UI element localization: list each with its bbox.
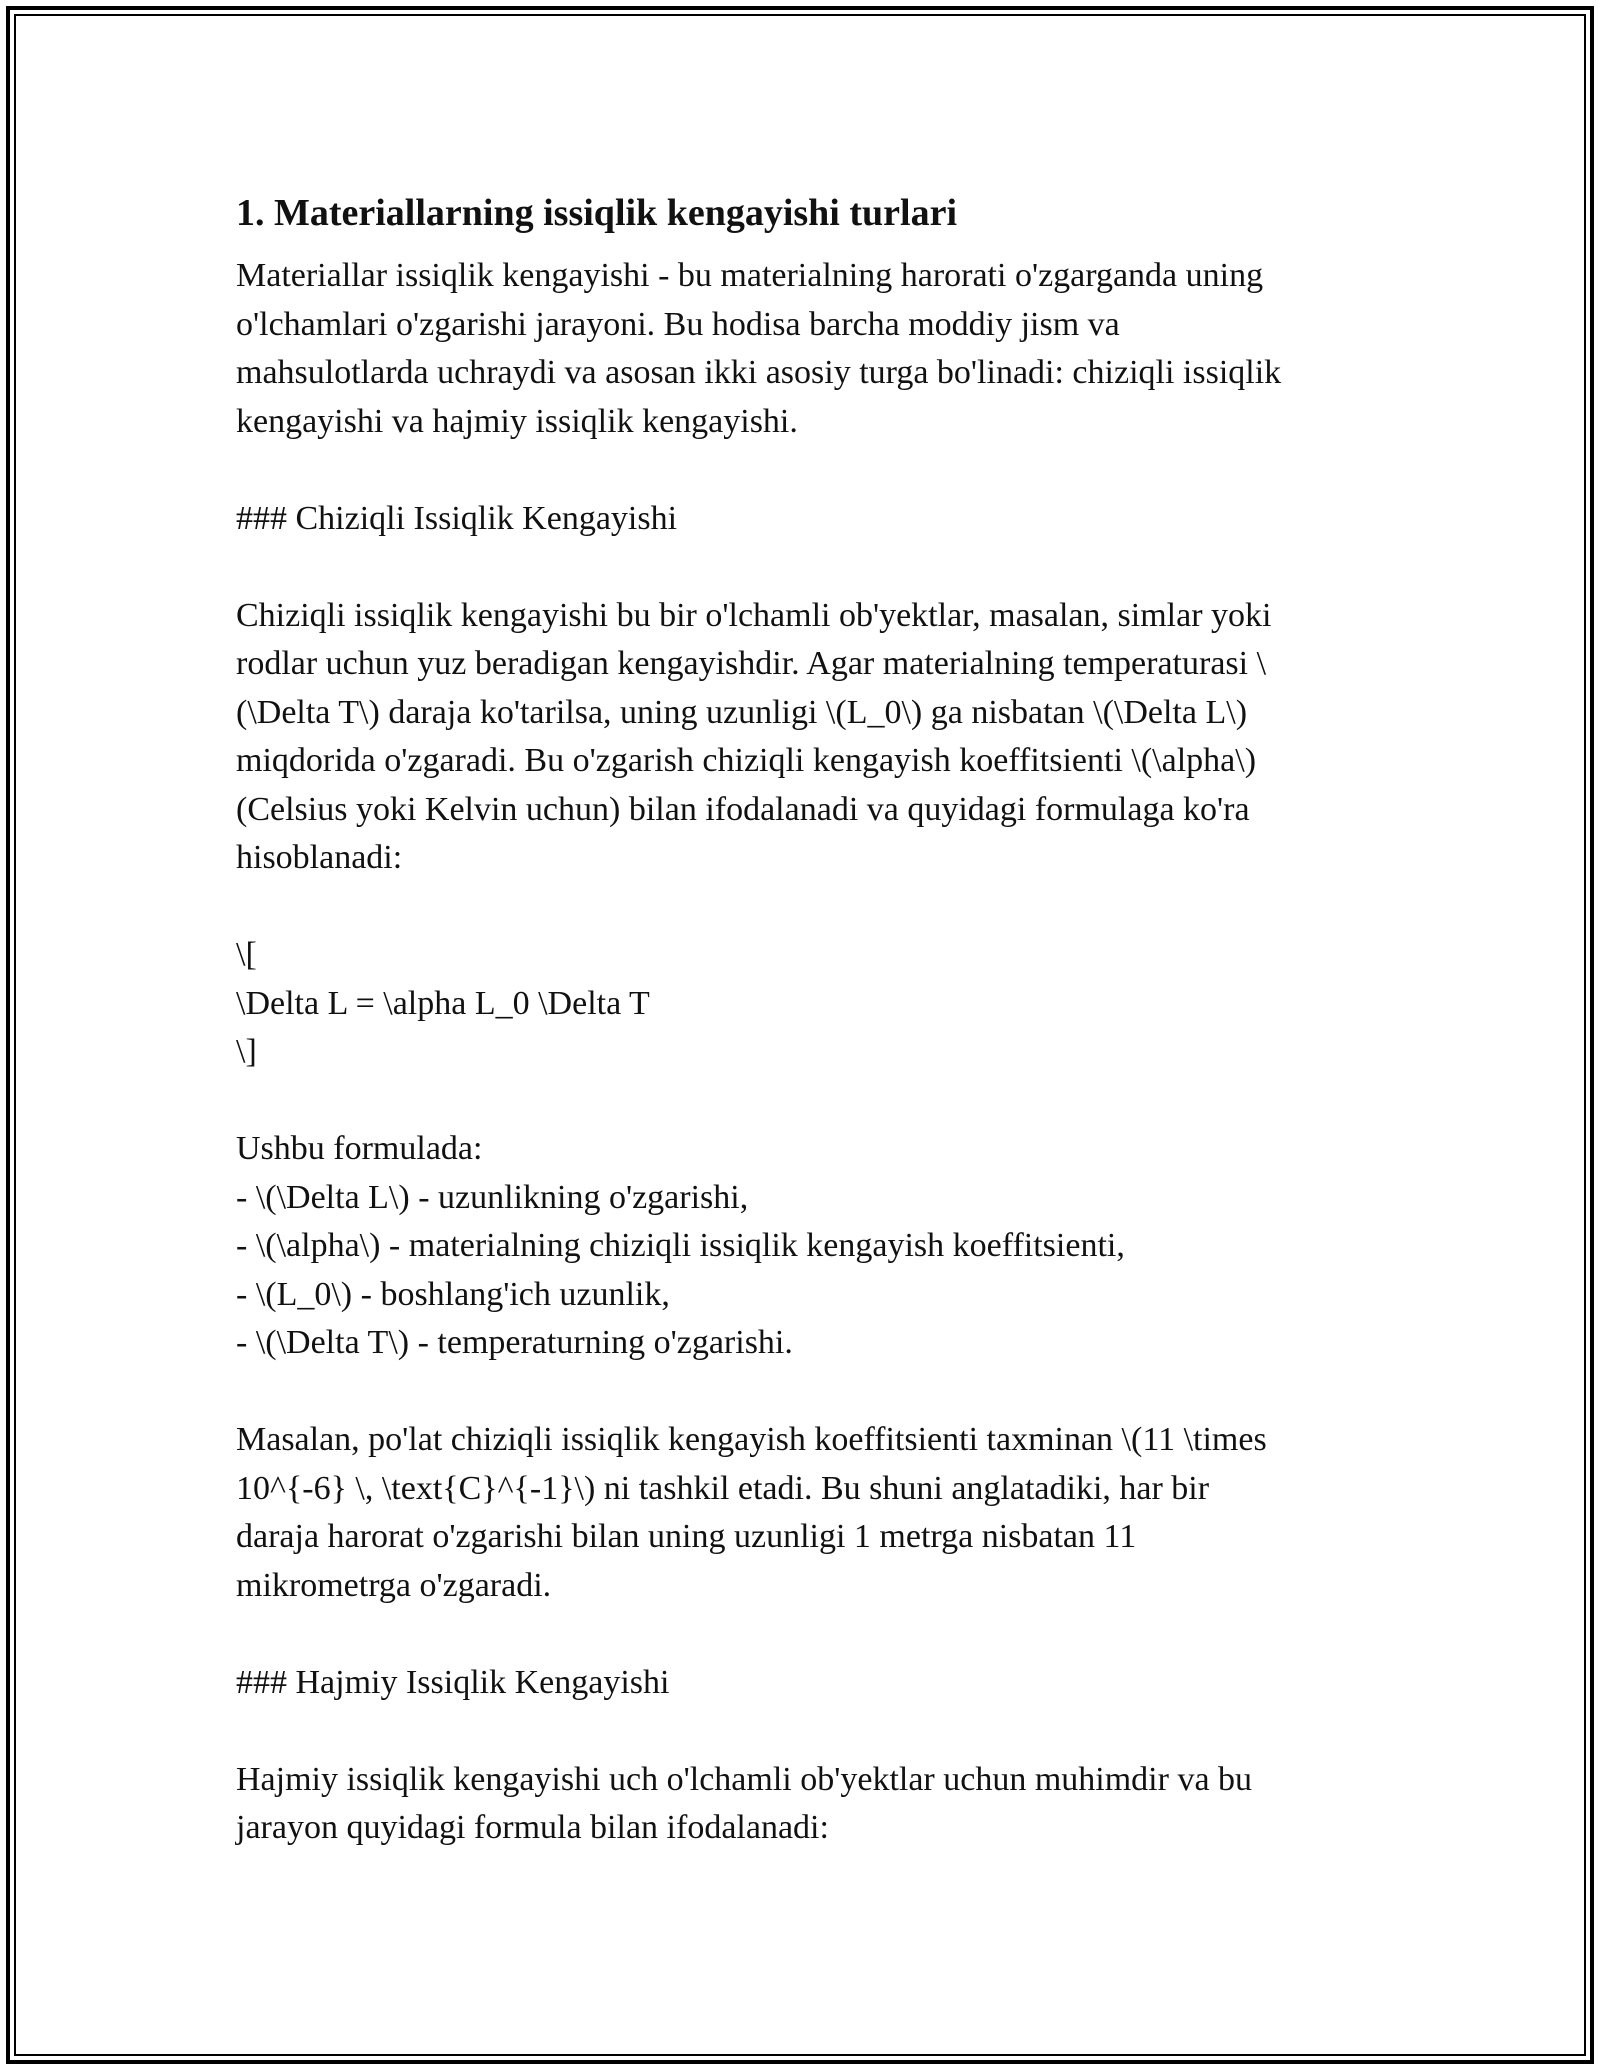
linear-line: rodlar uchun yuz beradigan kengayishdir. Agar materialning temperaturasi \ <box>236 645 1267 682</box>
section-heading-volume: ### Hajmiy Issiqlik Kengayishi <box>236 1663 670 1701</box>
linear-line: hisoblanadi: <box>236 839 403 876</box>
intro-line: mahsulotlarda uchraydi va asosan ikki asosiy turga bo'linadi: chiziqli issiqlik <box>236 354 1282 391</box>
formula-line: \Delta L = \alpha L_0 \Delta T <box>236 984 650 1022</box>
section-heading-linear: ### Chiziqli Issiqlik Kengayishi <box>236 499 678 537</box>
volume-line: Hajmiy issiqlik kengayishi uch o'lchamli ob'yektlar uchun muhimdir va bu <box>236 1760 1253 1798</box>
intro-paragraph <box>236 252 1366 446</box>
linear-line: miqdorida o'zgaradi. Bu o'zgarish chiziqli kengayish koeffitsienti \(\alpha\) <box>236 742 1257 779</box>
formula-line: \] <box>236 1033 257 1070</box>
example-line: mikrometrga o'zgaradi. <box>236 1566 552 1604</box>
document-title: 1. Materiallarning issiqlik kengayishi turlari <box>236 192 957 234</box>
intro-line: kengayishi va hajmiy issiqlik kengayishi. <box>236 402 798 440</box>
linear-paragraph <box>236 592 1366 883</box>
legend-line: - \(L_0\) - boshlang'ich uzunlik, <box>236 1275 670 1313</box>
formula-block <box>236 931 1366 1077</box>
volume-paragraph <box>236 1756 1366 1853</box>
example-line: Masalan, po'lat chiziqli issiqlik kengayish koeffitsienti taxminan \(11 \times <box>236 1421 1267 1458</box>
legend-line: - \(\alpha\) - materialning chiziqli issiqlik kengayish koeffitsienti, <box>236 1227 1125 1264</box>
legend-line: - \(\Delta L\) - uzunlikning o'zgarishi, <box>236 1178 749 1216</box>
volume-line: jarayon quyidagi formula bilan ifodalanadi: <box>236 1809 829 1846</box>
linear-line: (Celsius yoki Kelvin uchun) bilan ifodalanadi va quyidagi formulaga ko'ra <box>236 790 1250 828</box>
intro-line: o'lchamlari o'zgarishi jarayoni. Bu hodisa barcha moddiy jism va <box>236 305 1120 343</box>
linear-line: (\Delta T\) daraja ko'tarilsa, uning uzunligi \(L_0\) ga nisbatan \(\Delta L\) <box>236 693 1248 731</box>
formula-line: \[ <box>236 936 257 973</box>
document-body <box>236 184 1366 1853</box>
legend-line: - \(\Delta T\) - temperaturning o'zgarishi. <box>236 1324 793 1361</box>
example-line: daraja harorat o'zgarishi bilan uning uzunligi 1 metrga nisbatan 11 <box>236 1518 1137 1555</box>
linear-line: Chiziqli issiqlik kengayishi bu bir o'lchamli ob'yektlar, masalan, simlar yoki <box>236 596 1272 634</box>
legend-line: Ushbu formulada: <box>236 1130 483 1167</box>
example-line: 10^{-6} \, \text{C}^{-1}\) ni tashkil etadi. Bu shuni anglatadiki, har bir <box>236 1469 1210 1507</box>
intro-line: Materiallar issiqlik kengayishi - bu materialning harorati o'zgarganda uning <box>236 257 1264 294</box>
example-paragraph <box>236 1416 1366 1610</box>
formula-legend <box>236 1125 1366 1368</box>
